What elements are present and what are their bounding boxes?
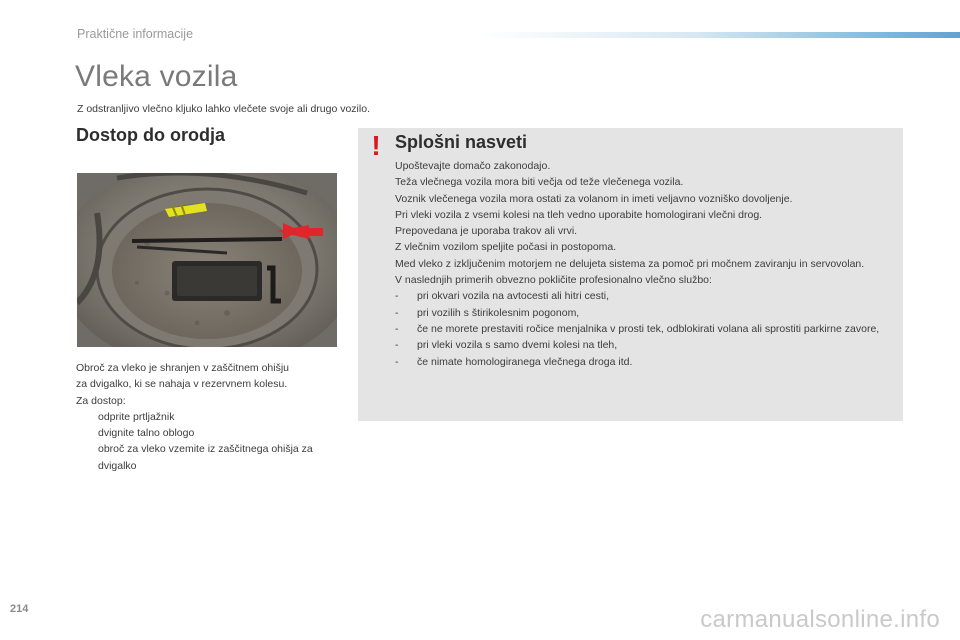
list-item-text: obroč za vleko vzemite iz zaščitnega ohišja za dvigalko <box>98 443 313 472</box>
list-item-text: pri vleki vozila s samo dvemi kolesi na tleh, <box>417 339 618 352</box>
advice-body <box>395 158 895 370</box>
spare-wheel-tool-photo <box>77 173 337 347</box>
list-item <box>76 425 346 441</box>
warning-exclamation-icon: ! <box>371 130 381 161</box>
list-item <box>395 305 895 321</box>
bullet-glyph <box>76 409 98 425</box>
bullet-glyph <box>76 441 98 474</box>
advice-line: Z vlečnim vozilom speljite počasi in postopoma. <box>395 241 617 254</box>
paragraph-line: Obroč za vleko je shranjen v zaščitnem ohišju <box>76 362 290 374</box>
list-item-text: pri okvari vozila na avtocesti ali hitri cesti, <box>417 290 609 303</box>
bullet-glyph <box>76 425 98 441</box>
paragraph-line: Za dostop: <box>76 394 126 407</box>
list-item-text: odprite prtljažnik <box>98 410 175 423</box>
list-item-text: če ne morete prestaviti ročice menjalnika v prosti tek, odblokirati volana ali sprostiti parkirne zavore, <box>417 322 880 335</box>
list-item-text: če nimate homologiranega vlečnega droga itd. <box>417 355 633 368</box>
dash-glyph: - <box>395 306 399 319</box>
list-item <box>76 409 346 425</box>
header-accent-bar <box>480 32 960 38</box>
section-heading-tool-access: Dostop do orodja <box>76 125 225 145</box>
watermark: carmanualsonline.info <box>700 606 940 633</box>
advice-line: Voznik vlečenega vozila mora ostati za volanom in imeti veljavno vozniško dovoljenje. <box>395 192 793 205</box>
advice-line: Pri vleki vozila z vsemi kolesi na tleh vedno uporabite homologirani vlečni drog. <box>395 208 763 221</box>
tool-access-text <box>76 360 346 474</box>
dash-glyph: - <box>395 322 399 335</box>
advice-line: V naslednjih primerih obvezno pokličite profesionalno vlečno službo: <box>395 274 712 287</box>
advice-line: Teža vlečnega vozila mora biti večja od teže vlečenega vozila. <box>395 176 684 189</box>
dash-glyph: - <box>395 290 399 303</box>
list-item <box>395 288 895 304</box>
advice-heading: Splošni nasveti <box>395 132 528 152</box>
paragraph-line: za dvigalko, ki se nahaja v rezervnem kolesu. <box>76 378 288 391</box>
spare-wheel-tool-illustration <box>77 173 337 347</box>
dash-glyph: - <box>395 339 399 352</box>
section-label: Praktične informacije <box>77 27 194 41</box>
list-item <box>395 337 895 353</box>
general-advice-box <box>358 128 903 421</box>
dash-glyph: - <box>395 355 399 368</box>
advice-line: Prepovedana je uporaba trakov ali vrvi. <box>395 225 578 238</box>
list-item <box>395 354 895 370</box>
page-number: 214 <box>10 603 29 615</box>
advice-line: Upoštevajte domačo zakonodajo. <box>395 160 551 172</box>
advice-line: Med vleko z izključenim motorjem ne delujeta sistema za pomoč pri močnem zaviranju in servovolan. <box>395 257 865 270</box>
list-item <box>76 441 346 474</box>
page-title: Vleka vozila <box>75 60 238 93</box>
list-item-text: pri vozilih s štirikolesnim pogonom, <box>417 306 580 319</box>
list-item <box>395 321 895 337</box>
intro-text: Z odstranljivo vlečno kljuko lahko vlečete svoje ali drugo vozilo. <box>77 103 370 115</box>
list-item-text: dvignite talno oblogo <box>98 427 195 440</box>
